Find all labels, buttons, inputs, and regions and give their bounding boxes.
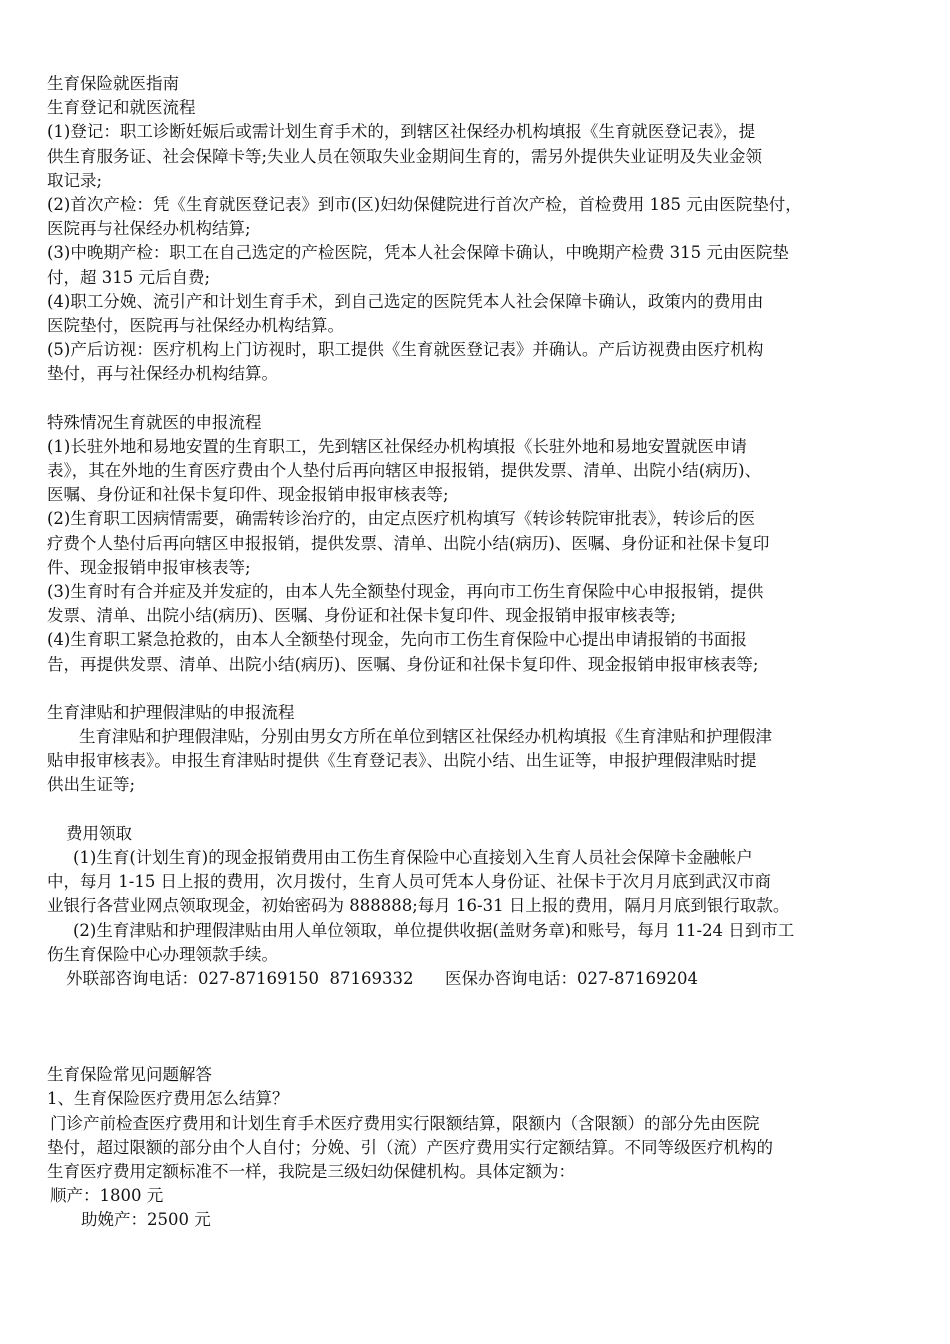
paragraph-line: 供生育服务证、社会保障卡等;失业人员在领取失业金期间生育的，需另外提供失业证明及失业金领 — [47, 146, 763, 166]
section-allowance-body — [47, 725, 897, 798]
paragraph-line: 供出生证等; — [47, 775, 136, 795]
paragraph-line: 中，每月 1-15 日上报的费用，次月拨付，生育人员可凭本人身份证、社保卡于次月月底到武汉市商 — [47, 872, 772, 892]
section-heading-registration: 生育登记和就医流程 — [47, 98, 196, 118]
section-fee-collection-body — [47, 846, 897, 991]
section-heading-fee-collection: 费用领取 — [66, 823, 132, 843]
paragraph-line: 门诊产前检查医疗费用和计划生育手术医疗费用实行限额结算，限额内（含限额）的部分先由医院 — [50, 1113, 760, 1133]
paragraph-line: 伤生育保险中心办理领款手续。 — [47, 944, 278, 964]
paragraph-line: (4)生育职工紧急抢救的，由本人全额垫付现金，先向市工伤生育保险中心提出申请报销的书面报 — [47, 630, 747, 650]
paragraph-line: 生育医疗费用定额标准不一样，我院是三级妇幼保健机构。具体定额为： — [47, 1161, 575, 1181]
paragraph-line: 贴申报审核表》。申报生育津贴时提供《生育登记表》、出院小结、出生证等，申报护理假津贴时提 — [47, 751, 757, 771]
paragraph-line: (1)登记：职工诊断妊娠后或需计划生育手术的，到辖区社保经办机构填报《生育就医登记表》，提 — [47, 122, 756, 142]
paragraph-line: (2)生育职工因病情需要，确需转诊治疗的，由定点医疗机构填写《转诊转院审批表》，转诊后的医 — [47, 509, 756, 529]
paragraph-line: (5)产后访视：医疗机构上门访视时，职工提供《生育就医登记表》并确认。产后访视费由医疗机构 — [47, 340, 764, 360]
paragraph-line: (1)生育(计划生育)的现金报销费用由工伤生育保险中心直接划入生育人员社会保障卡金融帐户 — [73, 847, 753, 867]
paragraph-line: (4)职工分娩、流引产和计划生育手术，到自己选定的医院凭本人社会保障卡确认，政策内的费用由 — [47, 291, 764, 311]
paragraph-line: 医嘱、身份证和社保卡复印件、现金报销申报审核表等; — [47, 485, 449, 505]
document-page — [47, 72, 897, 1233]
paragraph-line: 垫付，超过限额的部分由个人自付；分娩、引（流）产医疗费用实行定额结算。不同等级医疗机构的 — [47, 1137, 773, 1157]
contact-phone-line: 外联部咨询电话：027-87169150 87169332 医保办咨询电话：027-87169204 — [66, 968, 699, 988]
paragraph-line: 发票、清单、出院小结(病历)、医嘱、身份证和社保卡复印件、现金报销申报审核表等; — [47, 606, 676, 626]
quota-item-natural-birth: 顺产：1800 元 — [50, 1186, 164, 1206]
section-special-cases-body — [47, 435, 897, 677]
quota-item-assisted-birth: 助娩产：2500 元 — [81, 1210, 211, 1230]
document-title: 生育保险就医指南 — [47, 74, 179, 93]
section-heading-allowance: 生育津贴和护理假津贴的申报流程 — [47, 702, 295, 722]
paragraph-line: 医院垫付，医院再与社保经办机构结算。 — [47, 316, 344, 336]
paragraph-line: 垫付，再与社保经办机构结算。 — [47, 364, 278, 384]
paragraph-line: 疗费个人垫付后再向辖区申报报销，提供发票、清单、出院小结(病历)、医嘱、身份证和社保卡复印 — [47, 533, 770, 553]
paragraph-line: 件、现金报销申报审核表等; — [47, 557, 251, 577]
paragraph-line: 取记录; — [47, 170, 103, 190]
paragraph-line: (1)长驻外地和易地安置的生育职工，先到辖区社保经办机构填报《长驻外地和易地安置就医申请 — [47, 436, 747, 456]
paragraph-line: (3)中晚期产检：职工在自己选定的产检医院，凭本人社会保障卡确认，中晚期产检费 315 元由医院垫 — [47, 243, 789, 263]
paragraph-line: (2)生育津贴和护理假津贴由用人单位领取，单位提供收据(盖财务章)和账号，每月 11-24 日到市工 — [73, 920, 795, 940]
paragraph-line: 业银行各营业网点领取现金，初始密码为 888888;每月 16-31 日上报的费用，隔月月底到银行取款。 — [47, 896, 790, 916]
faq-answer — [47, 1112, 897, 1233]
section-registration-body — [47, 120, 897, 386]
section-heading-special-cases: 特殊情况生育就医的申报流程 — [47, 412, 262, 432]
paragraph-line: (2)首次产检：凭《生育就医登记表》到市(区)妇幼保健院进行首次产检，首检费用 185 元由医院垫付， — [47, 195, 802, 215]
faq-question: 1、生育保险医疗费用怎么结算？ — [47, 1089, 289, 1109]
paragraph-line: 生育津贴和护理假津贴，分别由男女方所在单位到辖区社保经办机构填报《生育津贴和护理假津 — [79, 727, 772, 747]
paragraph-line: 付，超 315 元后自费; — [47, 267, 211, 287]
paragraph-line: (3)生育时有合并症及并发症的，由本人先全额垫付现金，再向市工伤生育保险中心申报报销，提供 — [47, 582, 764, 602]
paragraph-line: 医院再与社保经办机构结算; — [47, 219, 251, 239]
faq-heading: 生育保险常见问题解答 — [47, 1065, 212, 1085]
paragraph-line: 告，再提供发票、清单、出院小结(病历)、医嘱、身份证和社保卡复印件、现金报销申报审核表等; — [47, 654, 759, 674]
paragraph-line: 表》，其在外地的生育医疗费由个人垫付后再向辖区申报报销，提供发票、清单、出院小结(病历)、 — [47, 461, 762, 481]
